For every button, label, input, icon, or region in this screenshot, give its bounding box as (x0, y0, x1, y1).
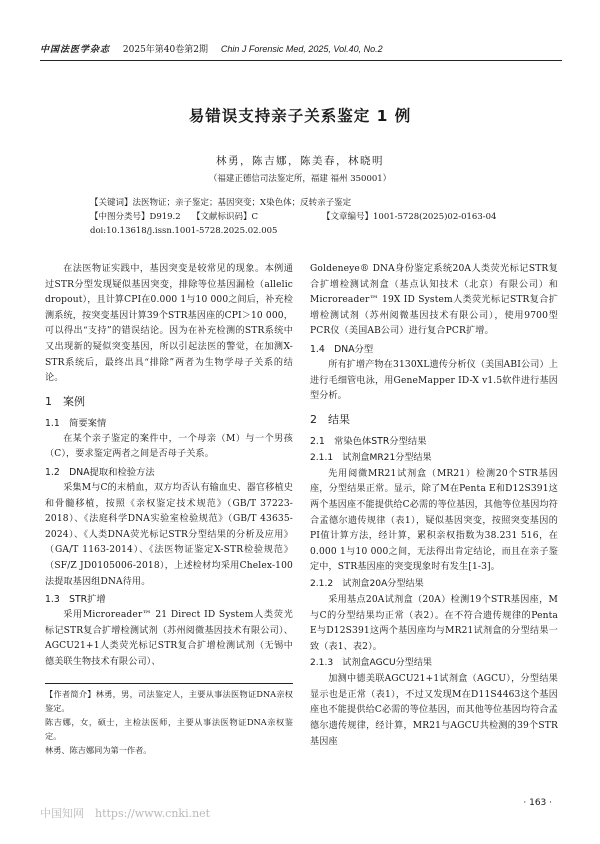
paragraph: 采用Microreader™ 21 Direct ID System人类荧光标记STR复合扩增检测试剂（苏州阅微基因技术有限公司）、AGCU21+1人类荧光标记STR复合扩增检测试剂（无锡中德美联生物技术有限公司）、 (45, 610, 293, 667)
journal-english: Chin J Forensic Med, 2025, Vol.40, No.2 (220, 44, 383, 54)
paragraph: 所有扩增产物在3130XL遗传分析仪（美国ABI公司）上进行毛细管电泳，用GeneMapper ID-X v1.5软件进行基因型分析。 (310, 359, 558, 402)
doc-code: C (251, 212, 259, 222)
issue-info: 2025年第40卷第2期 (122, 45, 208, 55)
article-id-label: 【文章编号】 (322, 212, 374, 222)
footnote: 林勇、陈吉娜同为第一作者。 (45, 745, 152, 755)
section-heading: 2 结果 (310, 412, 350, 426)
keywords: 法医物证；亲子鉴定；基因突变；X染色体；反转亲子鉴定 (132, 198, 352, 208)
doc-code-label: 【文献标识码】 (192, 212, 252, 222)
subsubsection-heading: 2.1.3 试剂盒AGCU分型结果 (310, 658, 433, 669)
paragraph: 采用基点20A试剂盒（20A）检测19个STR基因座，M与C的分型结果均正常（表2）。在不符合遗传规律的Penta E与D12S391这两个基因座均与MR21试剂盒的分型结果一致（表1、表2）。 (310, 594, 558, 652)
left-column (45, 262, 293, 670)
clc-label: 【中图分类号】 (90, 212, 150, 222)
affiliation: （福建正德信司法鉴定所，福建 福州 350001） (208, 174, 392, 184)
running-header (40, 42, 562, 55)
cnki-watermark: 中国知网 https://www.cnki.net (40, 807, 211, 820)
intro-paragraph: 在法医物证实践中，基因突变是较常见的现象。本例通过STR分型发现疑似基因突变，排除等位基因漏检（allelic dropout），且计算CPI在0.000 1与10 000之间后，补充检测系统，按突变基因计算39个STR基因座的CPI＞10 000，可以得出“支持”的错误结论。因为在补充检测的STR系统中又出现新的疑似突变基因，所以引起法医的警觉，在加测X-STR系统后，最终出具“排除”两者为生物学母子关系的结论。 (45, 264, 293, 384)
subsection-heading: 1.4 DNA分型 (310, 343, 374, 355)
page-number: · 163 · (523, 798, 552, 808)
article-title: 易错误支持亲子关系鉴定 1 例 (188, 107, 412, 125)
section-heading: 1 案例 (45, 394, 85, 408)
doi: doi:10.13618/j.issn.1001-5728.2025.02.005 (90, 226, 278, 236)
footnote-rule (45, 683, 293, 684)
paragraph: 加测中德美联AGCU21+1试剂盒（AGCU），分型结果显示也是正常（表1），不过又发现M在D11S4463这个基因座也不能提供给C必需的等位基因，而其他等位基因均符合孟德尔遗传规律，经计算，MR21与AGCU共检测的39个STR基因座 (310, 674, 558, 747)
paragraph: 在某个亲子鉴定的案件中，一个母亲（M）与一个男孩（C），要求鉴定两者之间是否母子关系。 (45, 433, 293, 460)
authors: 林勇，陈吉娜，陈美春，林晓明 (216, 155, 384, 167)
subsection-heading: 2.1 常染色体STR分型结果 (310, 435, 427, 447)
paragraph: 先用阅微MR21试剂盒（MR21）检测20个STR基因座，分型结果正常。显示，除了M在Penta E和D12S391这两个基因座不能提供给C必需的等位基因，其他等位基因均符合孟德尔遗传规律（表1），疑似基因突变，按照突变基因的PI值计算方法，经计算，累积亲权指数为38.231 516，在0.000 1与10 000之间，无法得出肯定结论，而且在亲子鉴定中，STR基因座的突变现象时有发生[1-3]。 (310, 468, 558, 573)
subsubsection-heading: 2.1.1 试剂盒MR21分型结果 (310, 452, 432, 463)
right-column (310, 262, 558, 750)
subsection-heading: 1.2 DNA提取和检验方法 (45, 466, 155, 478)
subsubsection-heading: 2.1.2 试剂盒20A分型结果 (310, 578, 424, 589)
paragraph: Goldeneye® DNA身份鉴定系统20A人类荧光标记STR复合扩增检测试剂盒（基点认知技术（北京）有限公司）和Microreader™ 19X ID System人类荧光标记STR复合扩增检测试剂（苏州阅微基因技术有限公司），使用9700型PCR仪（美国AB公司）进行复合PCR扩增。 (310, 264, 558, 337)
journal-name: 中国法医学杂志 (40, 45, 111, 55)
subsection-heading: 1.1 简要案情 (45, 417, 107, 429)
header-rule (40, 60, 562, 61)
paragraph: 采集M与C的末梢血，双方均否认有输血史、器官移植史和骨髓移植，按照《亲权鉴定技术规范》（GB/T 37223-2018）、《法庭科学DNA实验室检验规范》（GB/T 43635-2024）、《人类DNA荧光标记STR分型结果的分析及应用》（GA/T 1163-2014）、《法医物证鉴定X-STR检验规范》（SF/Z JD0105006-2018），上述检材均采用Chelex-100法提取基因组DNA待用。 (45, 482, 293, 587)
keywords-label: 【关键词】 (90, 198, 133, 208)
footnote: 陈吉娜，女，硕士，主检法医师，主要从事法医物证DNA亲权鉴定。 (45, 717, 293, 741)
keywords-line (90, 196, 351, 210)
classification-line (90, 210, 510, 224)
subsection-heading: 1.3 STR扩增 (45, 594, 106, 606)
footnote: 【作者简介】林勇，男，司法鉴定人，主要从事法医物证DNA亲权鉴定。 (45, 689, 293, 713)
clc-number: D919.2 (149, 212, 181, 222)
article-id: 1001-5728(2025)02-0163-04 (373, 212, 497, 222)
footnotes (45, 687, 293, 757)
